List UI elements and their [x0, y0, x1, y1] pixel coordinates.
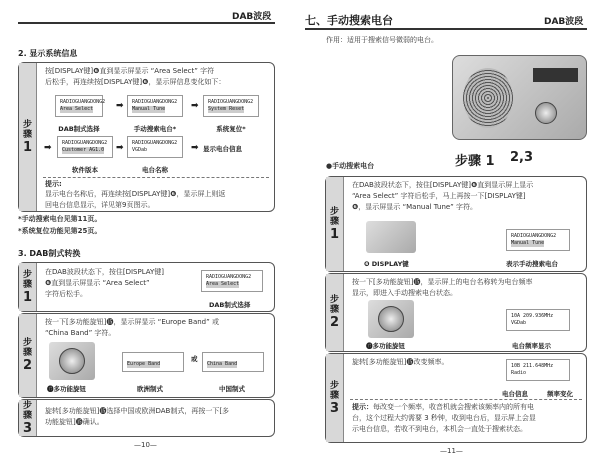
- divider: [43, 177, 269, 178]
- subtitle: ●手动搜索电台: [326, 162, 375, 170]
- knob-photo: [368, 300, 414, 338]
- step-label: 步骤 1: [326, 177, 344, 271]
- step-box: [325, 353, 587, 443]
- step-box: [18, 313, 275, 398]
- hint-text: 回电台信息显示，详见第9页图示。: [45, 201, 155, 209]
- step-box: [18, 262, 275, 312]
- display-icon: [533, 68, 578, 82]
- step-text: 旋转[多功能旋钮]⓯改变频率。: [352, 358, 449, 366]
- step-label: 步骤 3: [19, 400, 37, 436]
- arrow-icon: ➡: [191, 101, 199, 111]
- hint-text: 每改变一个频率，收音机就会搜索该频率内的所有电: [373, 403, 534, 411]
- divider: [350, 399, 582, 400]
- screen-caption: 表示手动搜索电台: [506, 260, 558, 268]
- step-text: ❻直到显示屏显示 “Area Select”: [45, 279, 150, 287]
- step-text: 后松手，再连续按[DISPLAY键]❻，显示屏信息变化如下：: [45, 78, 226, 86]
- knob-icon: [59, 348, 85, 374]
- step-box: [18, 399, 275, 437]
- arrow-icon: ➡: [44, 143, 52, 153]
- screen-caption: 系统复位*: [216, 125, 246, 133]
- step-text: 按[DISPLAY键]❻直到显示屏显示 “Area Select” 字符: [45, 67, 215, 75]
- screen-caption: DAB制式选择: [209, 301, 251, 309]
- step-text: 功能旋钮]⓯确认。: [45, 418, 104, 426]
- page-header: DAB波段: [232, 12, 272, 22]
- screen-caption: 电台信息: [502, 390, 528, 398]
- arrow-icon: ➡: [116, 101, 124, 111]
- section-title: 2. 显示系统信息: [18, 49, 78, 58]
- knob-icon: [378, 306, 404, 332]
- step-label: 步骤 2: [326, 274, 344, 351]
- screen-caption: 频率变化: [547, 390, 573, 398]
- speaker-icon: [463, 68, 513, 128]
- step-text: 旋转[多功能旋钮]⓯选择中国或欧洲DAB制式，再按一下[多: [45, 407, 230, 415]
- lcd-screen: China Band: [202, 352, 264, 372]
- screen-caption: 电台名称: [142, 166, 168, 174]
- screen-caption: 中国制式: [219, 385, 245, 393]
- step-label: 步骤 2: [19, 314, 37, 397]
- lcd-screen: RADIOGUANGDONG2 System Reset: [203, 95, 259, 117]
- step-text: 在DAB波段状态下，按住[DISPLAY键]❻直到显示屏上显示: [352, 181, 534, 189]
- step-label: 步骤 3: [326, 354, 344, 442]
- lcd-screen: RADIOGUANGDONG2 VGDab: [127, 136, 183, 158]
- screen-caption: DAB制式选择: [58, 125, 100, 133]
- page-header: DAB波段: [544, 17, 584, 27]
- step-label: 步骤 1: [19, 263, 37, 311]
- step-box: [18, 62, 275, 212]
- page-number: —11—: [440, 447, 463, 455]
- lcd-screen: RADIOGUANGDONG2 Area Select: [201, 270, 263, 292]
- step-box: [325, 273, 587, 352]
- step-text: “Area Select” 字符后松手，马上再按一下[DISPLAY键]: [352, 192, 526, 200]
- arrow-icon: ➡: [191, 143, 199, 153]
- step-text: “China Band” 字符。: [45, 329, 116, 337]
- step-text: 在DAB波段状态下，按住[DISPLAY键]: [45, 268, 165, 276]
- footnote: *系统复位功能见第25页。: [18, 227, 102, 235]
- radio-photo: [452, 55, 587, 140]
- screen-caption: 手动搜索电台*: [133, 125, 177, 133]
- callout-label: 2,3: [510, 150, 534, 165]
- footnote: *手动搜索电台见第11页。: [18, 215, 102, 223]
- image-caption: ⓯多功能旋钮: [47, 385, 86, 393]
- arrow-icon: ➡: [116, 143, 124, 153]
- display-button-photo: [366, 221, 416, 253]
- step-text: 按一下[多功能旋钮]⓯，显示屏显示 “Europe Band” 或: [45, 318, 219, 326]
- lcd-screen: RADIOGUANGDONG2 Area Select: [55, 95, 103, 117]
- image-caption: ⓯多功能旋钮: [366, 342, 405, 350]
- page-number: —10—: [134, 441, 157, 449]
- step-text: 显示，即进入手动搜索电台状态。: [352, 289, 457, 297]
- or-label: 或: [191, 355, 198, 363]
- step-text: 字符后松手。: [45, 290, 87, 298]
- page-title: 七、手动搜索电台: [305, 14, 393, 27]
- step-text: ❻，显示屏显示 “Manual Tune” 字符。: [352, 203, 478, 211]
- screen-caption: 欧洲制式: [137, 385, 163, 393]
- hint-title: 提示:: [45, 180, 62, 188]
- callout-label: 步骤 1: [455, 154, 495, 169]
- final-caption: 显示电台信息: [203, 145, 242, 153]
- hint-title: 提示：: [352, 403, 373, 411]
- step-box: [325, 176, 587, 272]
- step-label: 步骤 1: [19, 63, 37, 211]
- lcd-screen: 10B 211.648MHz Radio: [506, 359, 570, 381]
- knob-icon: [535, 102, 557, 124]
- image-caption: ❻ DISPLAY键: [364, 260, 409, 268]
- hint-text: 台，这个过程大约需要 3 秒钟，收到电台后，显示屏上会显: [352, 414, 536, 422]
- hint-text: 显示电台名称后，再连续按[DISPLAY键]❻，显示屏上则返: [45, 190, 226, 198]
- lcd-screen: Europe Band: [122, 352, 184, 372]
- screen-caption: 电台频率显示: [512, 342, 551, 350]
- purpose-text: 作用：适用于搜索信号微弱的电台。: [326, 36, 438, 44]
- section-title: 3. DAB制式转换: [18, 249, 81, 258]
- lcd-screen: RADIOGUANGDONG2 Customer AG1.0: [57, 136, 113, 158]
- knob-photo: [49, 342, 95, 380]
- lcd-screen: RADIOGUANGDONG2 Manual Tune: [127, 95, 183, 117]
- header-rule: [18, 22, 275, 24]
- lcd-screen: RADIOGUANGDONG2 Manual Tune: [506, 229, 570, 251]
- header-rule: [305, 28, 587, 30]
- screen-caption: 软件版本: [72, 166, 98, 174]
- hint-text: 示电台信息，若收不到电台，本机会一直处于搜索状态。: [352, 425, 527, 433]
- step-text: 按一下[多功能旋钮]⓯，显示屏上的电台名称转为电台频率: [352, 278, 533, 286]
- lcd-screen: 10A 209.936MHz VGDab: [506, 309, 570, 331]
